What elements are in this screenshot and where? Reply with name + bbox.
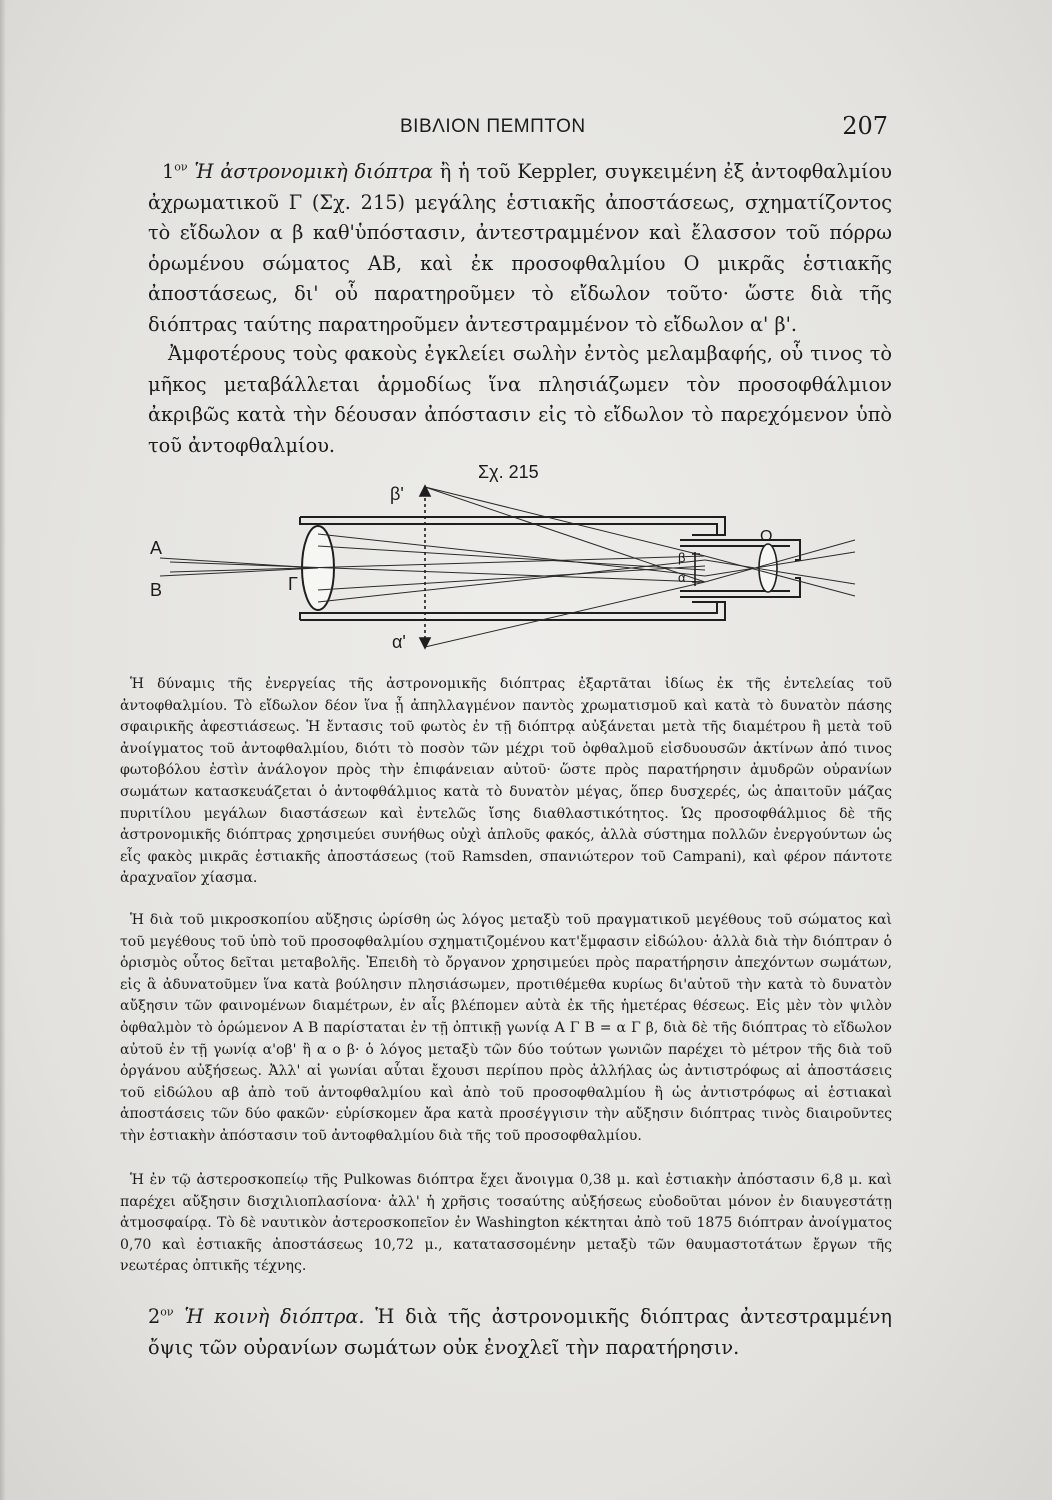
page-number: 207 — [842, 112, 888, 140]
tube-bottom-edge — [300, 602, 725, 620]
label-b: B — [150, 580, 163, 600]
page-header — [150, 112, 890, 152]
small-paragraph-2: Ἡ διὰ τοῦ μικροσκοπίου αὔξησις ὡρίσθη ὡς λόγος μεταξὺ τοῦ πραγματικοῦ μεγέθους τοῦ σώματος καὶ τοῦ μεγέθους τοῦ ὑπὸ τοῦ προσοφθαλμίου σχηματιζομένου κατ'ἔμφασιν εἰδώλου· ἀλλὰ διὰ τὴν διόπτραν ὁ ὁρισμὸς οὗτος δεῖται μεταβολῆς. Ἐπειδὴ τὸ ὄργανον χρησιμεύει πρὸς παρατήρησιν ἀπεχόντων σωμάτων, εἰς ἃ ἀδυνατοῦμεν ἵνα κατὰ βούλησιν πλησιάσωμεν, προτιθέμεθα κυρίως δι'αὐτοῦ τὴν κατὰ τὸ δυνατὸν αὔξησιν τῶν φαινομένων διαμέτρων, ἐν αἷς βλέπομεν αὐτὰ ἐκ τῆς ἡμετέρας θέσεως. Εἰς μὲν τὸν ψιλὸν ὀφθαλμὸν τὸ ὁρώμενον Α Β παρίσταται ἐν τῇ ὀπτικῇ γωνίᾳ Α Γ Β = α Γ β, διὰ δὲ τῆς διόπτρας τὸ εἴδωλον αὐτοῦ ἐν τῇ γωνίᾳ α'οβ' ἢ α ο β· ὁ λόγος μεταξὺ τῶν δύο τούτων γωνιῶν παρέχει τὸ μέτρον τῆς διὰ τοῦ ὀργάνου αὐξήσεως. Ἀλλ' αἱ γωνίαι αὗται ἔχουσι περίπου πρὸς ἀλλήλας ὡς ἀντιστρόφως αἱ ἀποστάσεις τοῦ εἰδώλου αβ ἀπὸ τοῦ ἀντοφθαλμίου καὶ ἀπὸ τοῦ προσοφθαλμίου ἢ ὡς ἀντιστρόφως αἱ ἑστιακαὶ ἀποστάσεις τῶν δύο φακῶν· εὑρίσκομεν ἄρα κατὰ προσέγγισιν τὴν αὔξησιν διόπτρας τινὸς διαιροῦντες τὴν ἑστιακὴν ἀπόστασιν τοῦ ἀντοφθαλμίου διὰ τῆς τοῦ προσοφθαλμίου. — [120, 912, 892, 1144]
section-2-title: Ἡ κοινὴ διόπτρα. — [184, 1305, 365, 1328]
eyepiece-top — [680, 540, 800, 560]
light-rays — [160, 487, 855, 647]
telescope-diagram — [140, 462, 880, 662]
section-2-text: Ἡ διὰ τῆς ἀστρονομικῆς διόπτρας ἀντεστραμμένη ὄψις τῶν οὐρανίων σωμάτων οὐκ ἐνοχλεῖ τὴν παρατήρησιν. — [148, 1305, 892, 1359]
small-paragraph-3: Ἡ ἐν τῷ ἀστεροσκοπείῳ τῆς Pulkowas διόπτρα ἔχει ἄνοιγμα 0,38 μ. καὶ ἑστιακὴν ἀπόστασιν 6,8 μ. καὶ παρέχει αὔξησιν δισχιλιοπλασίονα· ἀλλ' ἡ χρῆσις τοσαύτης αὐξήσεως εὐοδοῦται μόνον ἐν διαυγεστάτῃ ἀτμοσφαίρᾳ. Τὸ δὲ ναυτικὸν ἀστεροσκοπεῖον ἐν Washington κέκτηται ἀπὸ τοῦ 1875 διόπτραν ἀνοίγματος 0,70 καὶ ἑστιακῆς ἀποστάσεως 10,72 μ., κατατασσομένην μεταξὺ τῶν θαυμαστοτάτων ἔργων τῆς νεωτέρας ὀπτικῆς τέχνης. — [120, 1172, 892, 1275]
running-head: ΒΙΒΛΙΟΝ ΠΕΜΠΤΟΝ — [400, 116, 586, 137]
section-2-number: 2 — [148, 1305, 161, 1328]
label-gamma: Γ — [288, 574, 298, 594]
figure-caption: Σχ. 215 — [478, 462, 539, 482]
telescope-figure — [140, 462, 880, 662]
label-beta: β — [678, 550, 686, 565]
label-a: A — [150, 538, 163, 558]
label-beta-prime: β' — [390, 484, 404, 504]
label-o: O — [760, 528, 773, 545]
section-1-number: 1 — [162, 160, 175, 183]
eyepiece-lens — [759, 544, 777, 592]
paragraph-2: Ἀμφοτέρους τοὺς φακοὺς ἐγκλείει σωλὴν ἐντὸς μελαμβαφής, οὗ τινος τὸ μῆκος μεταβάλλεται ἁρμοδίως ἵνα πλησιάζωμεν τὸν προσοφθάλμιον ἀκριβῶς κατὰ τὴν δέουσαν ἀπόστασιν εἰς τὸ εἴδωλον τὸ παρεχόμενον ὑπὸ τοῦ ἀντοφθαλμίου. — [148, 342, 892, 457]
section-2-suffix: ον — [160, 1305, 174, 1319]
label-alpha: α — [678, 570, 686, 585]
eyepiece-bottom — [680, 578, 800, 597]
section-2-paragraph — [148, 1302, 892, 1363]
section-1-title: Ἡ ἀστρονομικὴ διόπτρα — [194, 160, 433, 183]
tube-top-edge — [300, 517, 725, 535]
label-alpha-prime: α' — [392, 632, 406, 652]
section-1-suffix: ον — [174, 160, 188, 174]
page-edge — [0, 0, 6, 1500]
small-paragraph-1: Ἡ δύναμις τῆς ἐνεργείας τῆς ἀστρονομικῆς διόπτρας ἐξαρτᾶται ἰδίως ἐκ τῆς ἐντελείας τοῦ ἀντοφθαλμίου. Τὸ εἴδωλον δέον ἵνα ᾖ ἀπηλλαγμένον παντὸς χρωματισμοῦ καὶ κατὰ τὸ δυνατὸν πάσης σφαιρικῆς ἀφεστιάσεως. Ἡ ἔντασις τοῦ φωτὸς ἐν τῇ διόπτρᾳ αὐξάνεται μετὰ τῆς διαμέτρου ἢ μετὰ τοῦ ἀνοίγματος τοῦ ἀντοφθαλμίου, διότι τὸ ποσὸν τῶν μέχρι τοῦ ὀφθαλμοῦ εἰσδυουσῶν ἀκτίνων ἀπό τινος φωτοβόλου ἐστὶν ἀνάλογον πρὸς τὴν ἐπιφάνειαν αὐτοῦ· ὥστε πρὸς παρατήρησιν ἀμυδρῶν οὐρανίων σωμάτων κατασκευάζεται ὁ ἀντοφθάλμιος κατὰ τὸ δυνατὸν μέγας, ὅπερ δυσχερές, ὡς ἀπαιτοῦν μάζας πυριτίλου μεγάλων διαστάσεων καὶ ἐντελῶς ἴσης διαθλαστικότητος. Ὡς προσοφθάλμιος δὲ τῆς ἀστρονομικῆς διόπτρας χρησιμεύει συνήθως οὐχὶ ἁπλοῦς φακός, ἀλλὰ σύστημα πολλῶν ἐνεργούντων ὡς εἷς φακὸς μικρᾶς ἑστιακῆς ἀποστάσεως (τοῦ Ramsden, σπανιώτερον τοῦ Campani), καὶ φέρον πάντοτε ἀραχναῖον χίασμα. — [120, 676, 892, 887]
section-1-text: ἢ ἡ τοῦ Keppler, συγκειμένη ἐξ ἀντοφθαλμίου ἀχρωματικοῦ Γ (Σχ. 215) μεγάλης ἑστιακῆς ἀποστάσεως, σχηματίζοντος τὸ εἴδωλον α β καθ'ὑπόστασιν, ἀντεστραμμένον καὶ ἔλασσον τοῦ πόρρω ὁρωμένου σώματος ΑΒ, καὶ ἐκ προσοφθαλμίου Ο μικρᾶς ἑστιακῆς ἀποστάσεως, δι' οὗ παρατηροῦμεν τὸ εἴδωλον τοῦτο· ὥστε διὰ τῆς διόπτρας ταύτης παρατηροῦμεν ἀντεστραμμένον τὸ εἴδωλον α' β'. — [148, 160, 892, 336]
section-1-paragraph — [148, 157, 892, 341]
